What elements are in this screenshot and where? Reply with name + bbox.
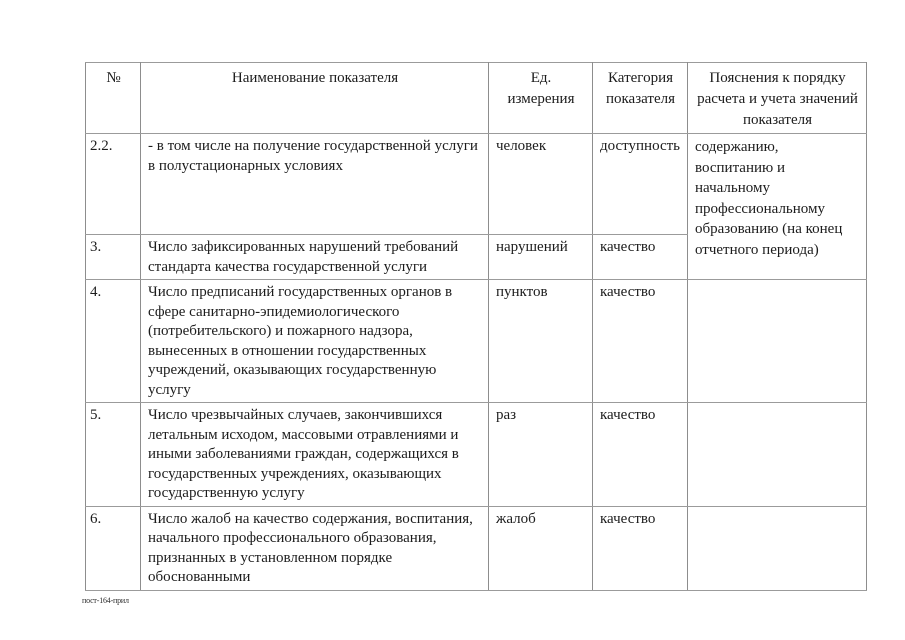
table-row: [86, 506, 867, 590]
cell-category: качество: [593, 403, 688, 507]
cell-num: 4.: [86, 280, 141, 403]
cell-name: Число предписаний государственных органов в сфере санитарно-эпидемиологического (потребительского) и пожарного надзора, вынесенных в отношении государственных учреждений, оказывающих государственную услугу: [141, 280, 489, 403]
col-header-num: №: [86, 63, 141, 134]
cell-notes: [688, 280, 867, 403]
cell-name: - в том числе на получение государственной услуги в полустационарных условиях: [141, 134, 489, 235]
cell-notes: содержанию, воспитанию и начальному профессиональному образованию (на конец отчетного периода): [688, 134, 867, 280]
cell-unit: жалоб: [489, 506, 593, 590]
table-header-row: [86, 63, 867, 134]
cell-unit: раз: [489, 403, 593, 507]
table-row: [86, 280, 867, 403]
cell-notes: [688, 403, 867, 507]
cell-category: доступность: [593, 134, 688, 235]
cell-num: 6.: [86, 506, 141, 590]
cell-name: Число жалоб на качество содержания, воспитания, начального профессионального образования, признанных в установленном порядке обоснованными: [141, 506, 489, 590]
cell-num: 3.: [86, 235, 141, 280]
cell-unit: пунктов: [489, 280, 593, 403]
cell-category: качество: [593, 280, 688, 403]
cell-category: качество: [593, 235, 688, 280]
cell-notes: [688, 506, 867, 590]
col-header-category: Категория показателя: [593, 63, 688, 134]
col-header-notes: Пояснения к порядку расчета и учета значений показателя: [688, 63, 867, 134]
table-row: [86, 134, 867, 235]
page-footer-code: пост-164-прил: [82, 596, 129, 605]
cell-num: 2.2.: [86, 134, 141, 235]
cell-category: качество: [593, 506, 688, 590]
cell-name: Число чрезвычайных случаев, закончившихся летальным исходом, массовыми отравлениями и иными заболеваниями граждан, содержащихся в государственных учреждениях, оказывающих государственную услугу: [141, 403, 489, 507]
table-body: [86, 134, 867, 591]
cell-name: Число зафиксированных нарушений требований стандарта качества государственной услуги: [141, 235, 489, 280]
table-row: [86, 403, 867, 507]
cell-num: 5.: [86, 403, 141, 507]
cell-unit: нарушений: [489, 235, 593, 280]
col-header-name: Наименование показателя: [141, 63, 489, 134]
cell-unit: человек: [489, 134, 593, 235]
indicators-table: [85, 62, 867, 591]
col-header-unit: Ед. измерения: [489, 63, 593, 134]
